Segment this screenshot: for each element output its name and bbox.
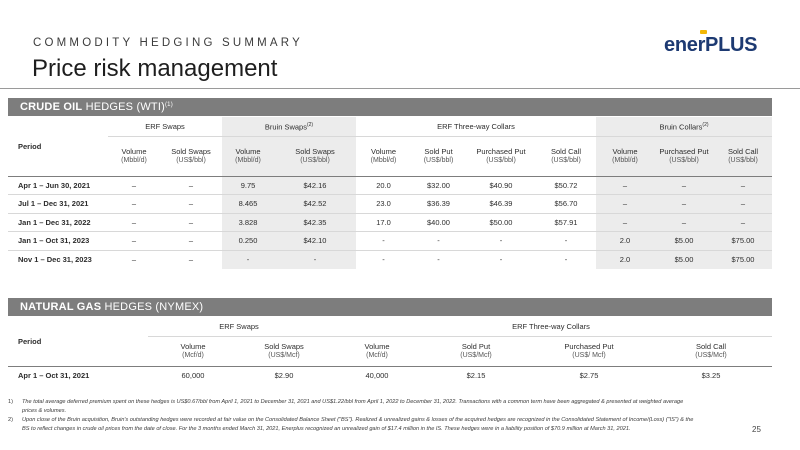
value-cell: $40.00 [411, 213, 466, 232]
gas-col-header: Volume (Mcf/d) [148, 336, 238, 366]
value-cell: – [654, 213, 714, 232]
page-number: 25 [752, 425, 761, 434]
crude-col-header: Volume (Mbbl/d) [108, 136, 160, 176]
crude-section-sup: (1) [164, 102, 173, 108]
value-cell: $40.90 [466, 176, 536, 195]
gas-group-erf-collars: ERF Three-way Collars [512, 321, 590, 331]
value-cell: - [411, 250, 466, 269]
value-cell: – [654, 176, 714, 195]
footnote-number: 2) [8, 417, 13, 423]
footnote-text: The total average deferred premium spent on these hedges is US$0.67/bbl from April 1, 2021 to December 31, 2021 and US$1.22/bbl from April 1, 2022 to December 31, 2022. Transactions with a common term have been aggregated & presented at weighted average prices & volumes. [22, 399, 684, 414]
header-divider [0, 88, 800, 89]
footnote-number: 1) [8, 399, 13, 405]
natural-gas-section-bar [8, 298, 772, 316]
value-cell: $57.91 [536, 213, 596, 232]
footnotes [8, 398, 698, 434]
gas-col-header: Sold Swaps (US$/Mcf) [238, 336, 330, 366]
crude-col-header: Volume (Mbbl/d) [222, 136, 274, 176]
footnote [8, 416, 698, 433]
crude-group-bruin-collars [596, 117, 772, 136]
value-cell: – [654, 195, 714, 214]
gas-section-bold: NATURAL GAS [20, 301, 102, 313]
natural-gas-hedge-table [8, 317, 772, 385]
gas-table-body [8, 366, 772, 385]
crude-col-header: Volume (Mbbl/d) [356, 136, 411, 176]
value-cell: $2.75 [528, 366, 650, 385]
period-cell: Nov 1 – Dec 31, 2023 [8, 250, 108, 269]
gas-col-header: Purchased Put (US$/ Mcf) [528, 336, 650, 366]
value-cell: - [536, 250, 596, 269]
table-row [8, 195, 772, 214]
logo-accent-mark [700, 30, 707, 34]
crude-col-header: Volume (Mbbl/d) [596, 136, 654, 176]
value-cell: $42.52 [274, 195, 356, 214]
value-cell: $2.90 [238, 366, 330, 385]
value-cell: 23.0 [356, 195, 411, 214]
gas-col-header: Sold Call (US$/Mcf) [650, 336, 772, 366]
value-cell: $56.70 [536, 195, 596, 214]
value-cell: – [714, 176, 772, 195]
table-row [8, 213, 772, 232]
value-cell: 40,000 [330, 366, 424, 385]
value-cell: – [596, 195, 654, 214]
value-cell: – [160, 213, 222, 232]
crude-group-bruin-swaps [222, 117, 356, 136]
value-cell: $42.10 [274, 232, 356, 251]
value-cell: - [356, 250, 411, 269]
value-cell: – [714, 195, 772, 214]
table-row [8, 250, 772, 269]
logo-text-plus: PLUS [705, 34, 758, 56]
value-cell: $75.00 [714, 232, 772, 251]
period-cell: Apr 1 – Jun 30, 2021 [8, 176, 108, 195]
value-cell: $3.25 [650, 366, 772, 385]
table-row [8, 232, 772, 251]
value-cell: 2.0 [596, 250, 654, 269]
value-cell: - [222, 250, 274, 269]
value-cell: – [108, 195, 160, 214]
value-cell: – [108, 250, 160, 269]
value-cell: – [596, 213, 654, 232]
gas-section-rest: HEDGES (NYMEX) [101, 301, 204, 313]
value-cell: $50.72 [536, 176, 596, 195]
value-cell: – [108, 232, 160, 251]
crude-col-header: Purchased Put (US$/bbl) [654, 136, 714, 176]
value-cell: $46.39 [466, 195, 536, 214]
value-cell: – [596, 176, 654, 195]
value-cell: 0.250 [222, 232, 274, 251]
footnote-text: Upon close of the Bruin acquisition, Bruin's outstanding hedges were recorded at fair value on the Consolidated Balance Sheet ("BS"). Realized & unrealized gains & losses of the acquired hedges are recognized in the Consolidated Statement of Income/(Loss) ("IS") & the BS to reflect changes in crude oil prices from the date of close. For the 3 months ended March 31, 2021, Enerplus recognized an unrealized gain of $17.4 million in the IS. These hedges were in a liability position of $70.9 million at March 31, 2021. [22, 417, 694, 432]
value-cell: - [536, 232, 596, 251]
crude-section-bold: CRUDE OIL [20, 101, 83, 113]
value-cell: $42.16 [274, 176, 356, 195]
crude-col-header: Purchased Put (US$/bbl) [466, 136, 536, 176]
value-cell: 20.0 [356, 176, 411, 195]
logo-text-ener: ener [664, 34, 706, 56]
value-cell: 60,000 [148, 366, 238, 385]
crude-group-header-row [8, 117, 772, 136]
period-cell: Apr 1 – Oct 31, 2021 [8, 366, 148, 385]
period-cell: Jan 1 – Oct 31, 2023 [8, 232, 108, 251]
crude-section-rest: HEDGES (WTI) [82, 101, 165, 113]
value-cell: 8.465 [222, 195, 274, 214]
crude-col-header: Sold Call (US$/bbl) [714, 136, 772, 176]
value-cell: $2.15 [424, 366, 528, 385]
value-cell: – [160, 195, 222, 214]
section-kicker: COMMODITY HEDGING SUMMARY [33, 37, 303, 49]
value-cell: 17.0 [356, 213, 411, 232]
period-cell: Jul 1 – Dec 31, 2021 [8, 195, 108, 214]
gas-group-header-row [8, 317, 772, 336]
crude-group-erf-collars: ERF Three-way Collars [437, 121, 515, 131]
value-cell: – [108, 176, 160, 195]
footnote [8, 398, 698, 415]
crude-col-header: Sold Swaps (US$/bbl) [274, 136, 356, 176]
table-row [8, 366, 772, 385]
value-cell: $75.00 [714, 250, 772, 269]
value-cell: - [466, 232, 536, 251]
crude-group-erf-swaps: ERF Swaps [145, 121, 185, 131]
crude-column-header-row [8, 136, 772, 176]
crude-group-bruin-swaps-label: Bruin Swaps [264, 122, 307, 131]
crude-col-header: Sold Swaps (US$/bbl) [160, 136, 222, 176]
gas-col-header: Sold Put (US$/Mcf) [424, 336, 528, 366]
value-cell: $32.00 [411, 176, 466, 195]
value-cell: - [466, 250, 536, 269]
value-cell: $5.00 [654, 232, 714, 251]
value-cell: 3.828 [222, 213, 274, 232]
crude-oil-hedge-table [8, 117, 772, 269]
crude-group-bruin-swaps-sup: (2) [306, 121, 314, 128]
value-cell: – [108, 213, 160, 232]
period-cell: Jan 1 – Dec 31, 2022 [8, 213, 108, 232]
crude-table-body [8, 176, 772, 269]
crude-group-bruin-collars-sup: (2) [702, 121, 709, 128]
value-cell: 9.75 [222, 176, 274, 195]
enerplus-logo [664, 33, 757, 57]
value-cell: - [411, 232, 466, 251]
gas-group-erf-swaps: ERF Swaps [219, 321, 259, 331]
crude-col-header: Sold Put (US$/bbl) [411, 136, 466, 176]
value-cell: $5.00 [654, 250, 714, 269]
value-cell: $42.35 [274, 213, 356, 232]
crude-oil-section-bar [8, 98, 772, 116]
value-cell: – [714, 213, 772, 232]
value-cell: – [160, 176, 222, 195]
value-cell: - [274, 250, 356, 269]
value-cell: – [160, 250, 222, 269]
gas-period-header: Period [18, 336, 42, 346]
value-cell: $50.00 [466, 213, 536, 232]
crude-group-bruin-collars-label: Bruin Collars [659, 122, 703, 131]
value-cell: $36.39 [411, 195, 466, 214]
page-title: Price risk management [32, 55, 278, 82]
value-cell: - [356, 232, 411, 251]
table-row [8, 176, 772, 195]
value-cell: 2.0 [596, 232, 654, 251]
crude-col-header: Sold Call (US$/bbl) [536, 136, 596, 176]
value-cell: – [160, 232, 222, 251]
gas-col-header: Volume (Mcf/d) [330, 336, 424, 366]
crude-period-header: Period [18, 141, 42, 151]
